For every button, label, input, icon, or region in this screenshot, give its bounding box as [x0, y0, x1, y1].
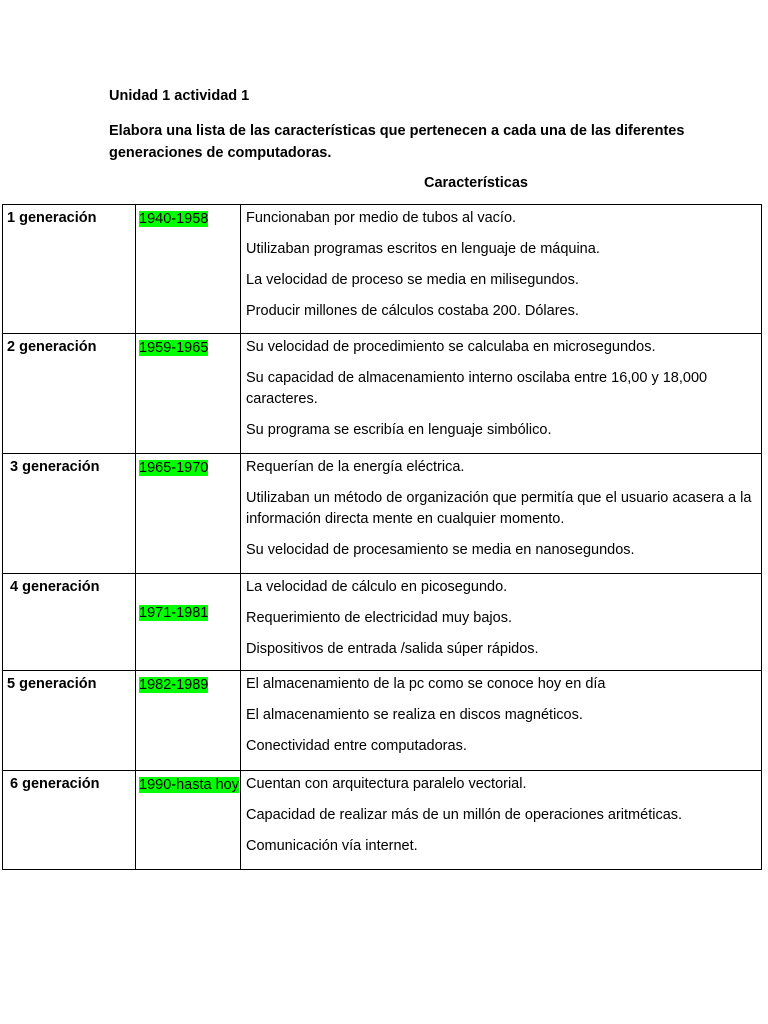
years-cell — [136, 574, 241, 671]
years-cell — [136, 334, 241, 454]
generation-cell — [3, 574, 136, 671]
years-cell — [136, 205, 241, 334]
trait-item: Funcionaban por medio de tubos al vacío. — [246, 210, 517, 226]
trait-item: Producir millones de cálculos costaba 200. Dólares. — [246, 303, 579, 319]
generation-cell — [3, 334, 136, 454]
table-row — [3, 574, 762, 671]
years-label: 1940-1958 — [139, 211, 209, 227]
generations-table — [2, 204, 762, 870]
generation-cell — [3, 671, 136, 771]
years-label: 1965-1970 — [139, 460, 209, 476]
trait-item: Conectividad entre computadoras. — [246, 738, 467, 754]
traits-cell — [241, 205, 762, 334]
trait-item: El almacenamiento de la pc como se conoce hoy en día — [246, 676, 606, 692]
trait-item: Requerían de la energía eléctrica. — [246, 459, 465, 475]
generation-cell — [3, 771, 136, 870]
trait-item: Dispositivos de entrada /salida súper rápidos. — [246, 641, 539, 657]
years-label: 1959-1965 — [139, 340, 209, 356]
table-row — [3, 454, 762, 574]
traits-cell — [241, 671, 762, 771]
years-label: 1990-hasta hoy — [139, 777, 239, 793]
trait-item: Capacidad de realizar más de un millón de operaciones aritméticas. — [246, 807, 683, 823]
traits-cell — [241, 334, 762, 454]
document-heading: Unidad 1 actividad 1 — [109, 88, 250, 104]
characteristics-column-header: Características — [424, 175, 528, 191]
generation-label: 4 generación — [10, 579, 100, 595]
table-row — [3, 205, 762, 334]
trait-item: El almacenamiento se realiza en discos magnéticos. — [246, 707, 583, 723]
document-instruction: Elabora una lista de las características que pertenecen a cada una de las diferentes generaciones de computadoras. — [109, 123, 685, 161]
trait-item: Su capacidad de almacenamiento interno oscilaba entre 16,00 y 18,000 caracteres. — [246, 370, 708, 407]
years-cell — [136, 771, 241, 870]
table-row — [3, 671, 762, 771]
generation-cell — [3, 205, 136, 334]
generation-label: 1 generación — [7, 210, 97, 226]
trait-item: Utilizaban programas escritos en lenguaje de máquina. — [246, 241, 600, 257]
trait-item: Su velocidad de procedimiento se calculaba en microsegundos. — [246, 339, 656, 355]
years-label: 1971-1981 — [139, 605, 209, 621]
years-label: 1982-1989 — [139, 677, 209, 693]
traits-cell — [241, 574, 762, 671]
generation-label: 2 generación — [7, 339, 97, 355]
generation-label: 3 generación — [10, 459, 100, 475]
generation-cell — [3, 454, 136, 574]
traits-cell — [241, 454, 762, 574]
trait-item: Comunicación vía internet. — [246, 838, 418, 854]
years-cell — [136, 671, 241, 771]
trait-item: La velocidad de cálculo en picosegundo. — [246, 579, 508, 595]
generation-label: 5 generación — [7, 676, 97, 692]
years-cell — [136, 454, 241, 574]
generation-label: 6 generación — [10, 776, 100, 792]
trait-item: Su programa se escribía en lenguaje simbólico. — [246, 422, 552, 438]
trait-item: Utilizaban un método de organización que permitía que el usuario acasera a la información directa mente en cualquier momento. — [246, 490, 752, 527]
traits-cell — [241, 771, 762, 870]
trait-item: La velocidad de proceso se media en milisegundos. — [246, 272, 579, 288]
trait-item: Cuentan con arquitectura paralelo vectorial. — [246, 776, 527, 792]
trait-item: Su velocidad de procesamiento se media en nanosegundos. — [246, 542, 635, 558]
table-row — [3, 771, 762, 870]
trait-item: Requerimiento de electricidad muy bajos. — [246, 610, 512, 626]
table-row — [3, 334, 762, 454]
